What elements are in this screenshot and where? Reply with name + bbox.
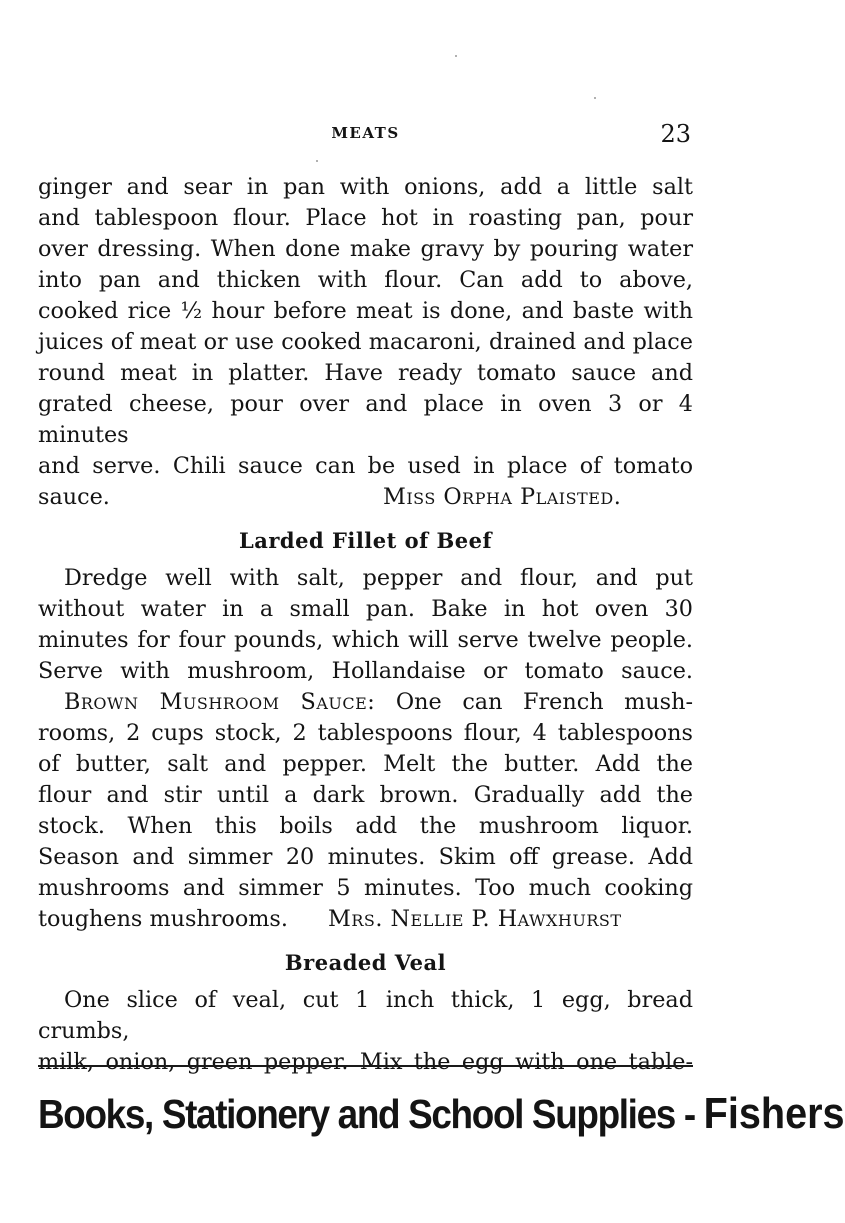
book-page — [38, 118, 693, 1078]
recipe-body — [38, 563, 693, 935]
text-line: Dredge well with salt, pepper and flour, and put — [64, 565, 693, 591]
closing-line — [38, 904, 693, 935]
page-number: 23 — [660, 120, 691, 148]
text-line: juices of meat or use cooked macaroni, drained and place — [38, 329, 693, 355]
text-line: cooked rice ½ hour before meat is done, and baste with — [38, 298, 693, 324]
text-line: without water in a small pan. Bake in hot oven 30 — [38, 596, 693, 622]
recipe-signature: Miss Orpha Plaisted. — [383, 484, 622, 510]
text-line: toughens mushrooms. — [38, 906, 288, 932]
footer-advertisement — [38, 1084, 845, 1144]
text-line: round meat in platter. Have ready tomato sauce and — [38, 360, 693, 386]
advert-brand: Fishers — [703, 1089, 845, 1138]
text-line: sauce. — [38, 484, 110, 510]
text-line: and serve. Chili sauce can be used in place of tomato — [38, 453, 693, 479]
running-header — [38, 118, 693, 158]
footer-rule — [38, 1065, 693, 1067]
text-line: flour and stir until a dark brown. Gradually add the — [38, 782, 693, 808]
print-speck — [594, 97, 596, 99]
recipe-title: Larded Fillet of Beef — [238, 528, 493, 553]
continued-recipe — [38, 172, 693, 513]
sauce-line — [38, 687, 693, 718]
sauce-name: Brown Mushroom Sauce: — [64, 689, 376, 715]
text-line: of butter, salt and pepper. Melt the butter. Add the — [38, 751, 693, 777]
text-line: into pan and thicken with flour. Can add to above, — [38, 267, 693, 293]
text-line: One slice of veal, cut 1 inch thick, 1 egg, bread crumbs, — [38, 987, 693, 1044]
advert-text: Books, Stationery and School Supplies - — [38, 1091, 704, 1137]
text-line: rooms, 2 cups stock, 2 tablespoons flour, 4 tablespoons — [38, 720, 693, 746]
text-line: ginger and sear in pan with onions, add a little salt — [38, 174, 693, 200]
closing-line — [38, 482, 693, 513]
print-speck — [455, 55, 457, 57]
recipe-signature: Mrs. Nellie P. Hawxhurst — [328, 906, 622, 932]
text-line: and tablespoon flour. Place hot in roasting pan, pour — [38, 205, 693, 231]
text-line: minutes for four pounds, which will serve twelve people. — [38, 627, 693, 653]
text-line: Season and simmer 20 minutes. Skim off grease. Add — [38, 844, 693, 870]
text-line: stock. When this boils add the mushroom liquor. — [38, 813, 693, 839]
recipe-title: Breaded Veal — [284, 950, 447, 975]
running-title: MEATS — [331, 124, 400, 142]
text-fragment: One can French mush- — [395, 689, 694, 715]
text-line: over dressing. When done make gravy by pouring water — [38, 236, 693, 262]
text-line: mushrooms and simmer 5 minutes. Too much cooking — [38, 875, 693, 901]
text-line: milk, onion, green pepper. Mix the egg with one table- — [38, 1049, 693, 1075]
text-line: grated cheese, pour over and place in oven 3 or 4 minutes — [38, 391, 693, 448]
text-line: Serve with mushroom, Hollandaise or tomato sauce. — [38, 658, 693, 684]
